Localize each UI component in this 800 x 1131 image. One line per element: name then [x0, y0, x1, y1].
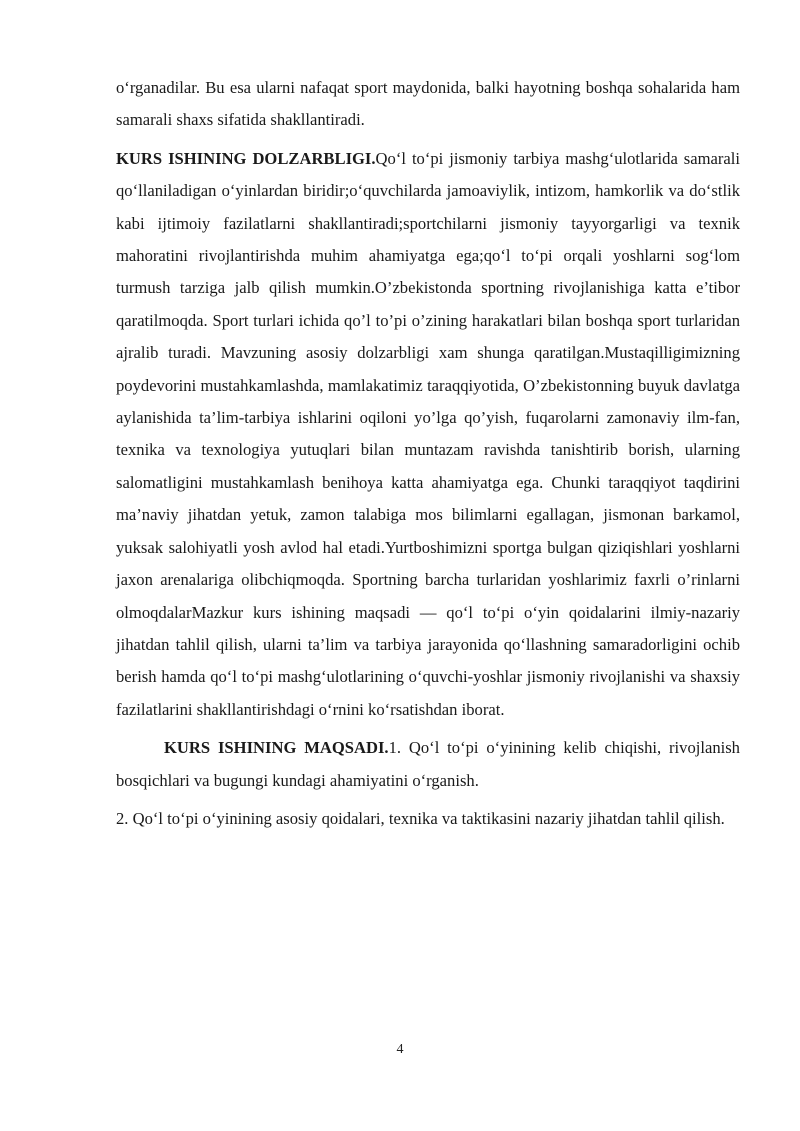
section-heading-goal: KURS ISHINING MAQSADI.: [164, 738, 389, 758]
paragraph-text: o‘rganadilar. Bu esa ularni nafaqat sport maydonida, balki hayotning boshqa sohalarida ham samarali shaxs sifatida shakllantiradi.: [116, 78, 740, 130]
paragraph-text: 2. Qo‘l to‘pi o‘yinining asosiy qoidalari, texnika va taktikasini nazariy jihatdan tahlil qilish.: [116, 808, 725, 828]
document-body: [116, 72, 740, 841]
page-number: 4: [396, 1042, 404, 1057]
paragraph-text: 1. Qo‘l to‘pi o‘yinining kelib chiqishi, rivojlanish bosqichlari va bugungi kundagi ahamiyatini o‘rganish.: [116, 738, 740, 790]
paragraph-intro: [116, 72, 740, 137]
paragraph-relevance: [116, 143, 740, 726]
paragraph-goal-item-2: [116, 803, 740, 835]
section-heading-relevance: KURS ISHINING DOLZARBLIGI.: [116, 148, 376, 168]
paragraph-text: Qo‘l to‘pi jismoniy tarbiya mashg‘ulotlarida samarali qo‘llaniladigan o‘yinlardan biridir;o‘quvchilarda jamoaviylik, intizom, hamkorlik va do‘stlik kabi ijtimoiy fazilatlarni shakllantiradi;sportchilarni jismoniy tayyorgarligi va texnik mahoratini rivojlantirishda muhim ahamiyatga ega;qo‘l to‘pi orqali yoshlarni sog‘lom turmush tarziga jalb qilish mumkin.O’zbekistonda sportning rivojlanishiga katta e’tibor qaratilmoqda. Sport turlari ichida qo’l to’pi o’zining harakatlari bilan boshqa sport turlaridan ajralib turadi. Mavzuning asosiy dolzarbligi xam shunga qaratilgan.Mustaqilligimizning poydevorini mustahkamlashda, mamlakatimiz taraqqiyotida, O’zbekistonning buyuk davlatga aylanishida ta’lim-tarbiya ishlarini oqiloni yo’lga qo’yish, fuqarolarni zamonaviy ilm-fan, texnika va texnologiya yutuqlari bilan muntazam ravishda tanishtirib borish, ularning salomatligini mustahkamlash benihoya katta ahamiyatga ega. Chunki taraqqiyot taqdirini ma’naviy jihatdan yetuk, zamon talabiga mos bilimlarni egallagan, jismonan barkamol, yuksak salohiyatli yosh avlod hal etadi.Yurtboshimizni sportga bulgan qiziqishlari yoshlarni jaxon arenalariga olibchiqmoqda. Sportning barcha turlaridan yoshlarimiz faxrli o’rinlarni olmoqdalarMazkur kurs ishining maqsadi — qo‘l to‘pi o‘yin qoidalarini ilmiy-nazariy jihatdan tahlil qilish, ularni ta’lim va tarbiya jarayonida qo‘llashning samaradorligini ochib berish hamda qo‘l to‘pi mashg‘ulotlarining o‘quvchi-yoshlar jismoniy rivojlanishi va shaxsiy fazilatlarini shakllantirishdagi o‘rnini ko‘rsatishdan iborat.: [116, 148, 740, 719]
paragraph-goal: [116, 732, 740, 797]
